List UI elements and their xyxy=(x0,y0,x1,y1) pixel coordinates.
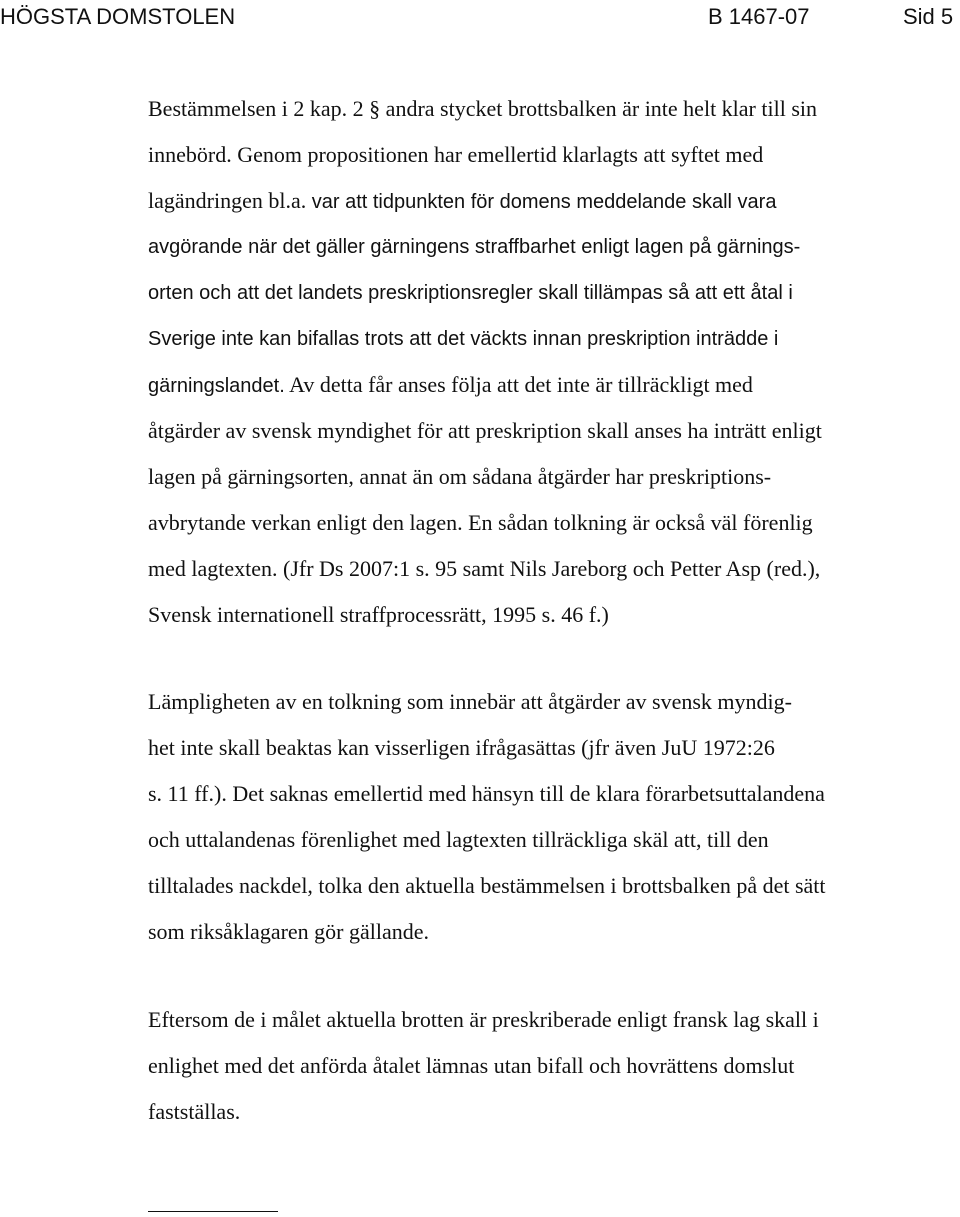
text-line-mixed xyxy=(148,771,960,817)
text-line: fastställas. xyxy=(148,1099,241,1124)
text-line-mixed xyxy=(148,362,960,408)
text-fragment-sans: var att tidpunkten för domens meddelande skall vara xyxy=(311,191,777,213)
text-line: lagen på gärningsorten, annat än om sådana åtgärder har preskriptions- xyxy=(148,464,772,489)
text-line: Lämpligheten av en tolkning som innebär att åtgärder av svensk myndig- xyxy=(148,689,792,714)
page-header xyxy=(0,2,960,32)
text-fragment: lagändringen bl.a. xyxy=(148,188,307,213)
text-line: enlighet med det anförda åtalet lämnas utan bifall och hovrättens domslut xyxy=(148,1053,795,1078)
court-name: HÖGSTA DOMSTOLEN xyxy=(0,4,236,29)
footnote-separator xyxy=(148,1211,278,1212)
text-line: avbrytande verkan enligt den lagen. En sådan tolkning är också väl förenlig xyxy=(148,510,813,535)
paragraph-2 xyxy=(148,679,960,955)
text-line: Svensk internationell straffprocessrätt, 1995 s. 46 f.) xyxy=(148,602,609,627)
paragraph-1 xyxy=(148,86,960,638)
text-line: med lagtexten. (Jfr Ds 2007:1 s. 95 samt Nils Jareborg och Petter Asp (red.), xyxy=(148,556,821,581)
page-number: Sid 5 xyxy=(903,4,954,29)
text-line: Bestämmelsen i 2 kap. 2 § andra stycket brottsbalken är inte helt klar till sin xyxy=(148,96,818,121)
text-line-mixed xyxy=(148,178,960,224)
text-line: tilltalades nackdel, tolka den aktuella bestämmelsen i brottsbalken på det sätt xyxy=(148,873,826,898)
paragraph-3 xyxy=(148,997,960,1135)
text-fragment-sans: gärningslandet. xyxy=(148,375,285,397)
text-fragment: Av detta får anses följa att det inte är tillräckligt med xyxy=(289,372,753,397)
text-line: innebörd. Genom propositionen har emellertid klarlagts att syftet med xyxy=(148,142,764,167)
case-number: B 1467-07 xyxy=(708,4,810,29)
text-line: orten och att det landets preskriptionsregler skall tillämpas så att ett åtal i xyxy=(148,282,793,304)
text-line: Eftersom de i målet aktuella brotten är preskriberade enligt fransk lag skall i xyxy=(148,1007,819,1032)
text-line: som riksåklagaren gör gällande. xyxy=(148,919,430,944)
text-line: Sverige inte kan bifallas trots att det väckts innan preskription inträdde i xyxy=(148,328,779,350)
text-line: åtgärder av svensk myndighet för att preskription skall anses ha inträtt enligt xyxy=(148,418,822,443)
text-line: het inte skall beaktas kan visserligen ifrågasättas (jfr även JuU 1972:26 xyxy=(148,735,775,760)
text-line: avgörande när det gäller gärningens straffbarhet enligt lagen på gärnings- xyxy=(148,236,801,258)
text-fragment: Det saknas emellertid med hänsyn till de klara förarbetsuttalandena xyxy=(232,781,825,806)
text-fragment: s. 11 ff.). xyxy=(148,781,227,806)
text-line: och uttalandenas förenlighet med lagtexten tillräckliga skäl att, till den xyxy=(148,827,769,852)
